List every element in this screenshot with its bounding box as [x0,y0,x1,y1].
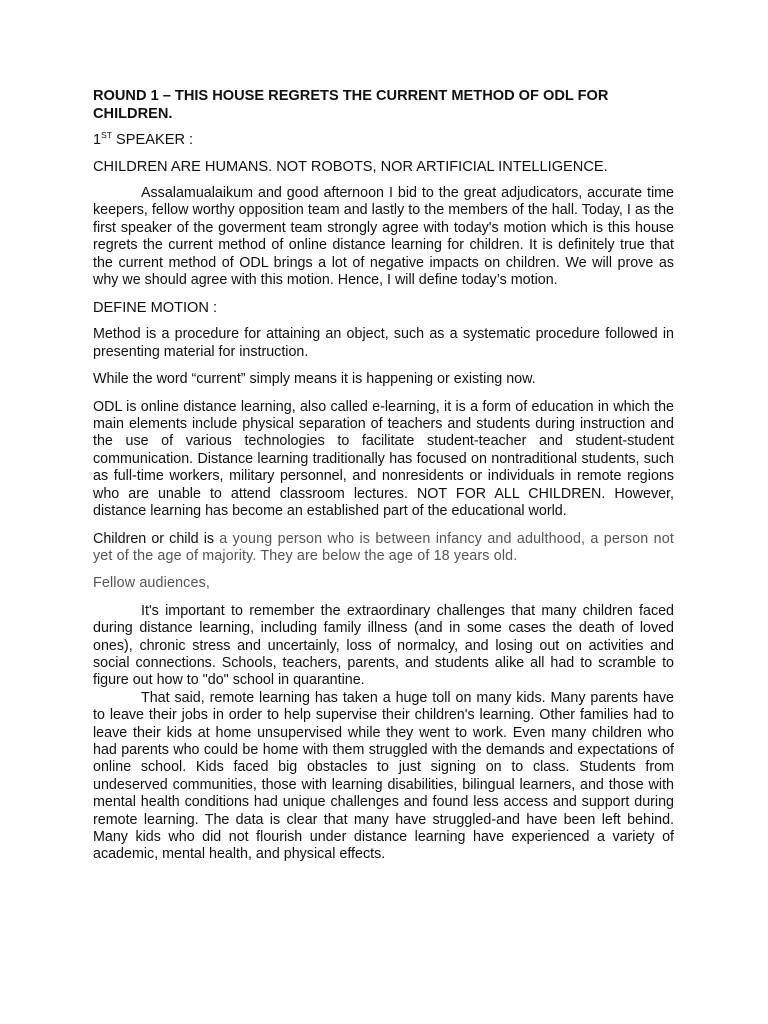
speech-theme: CHILDREN ARE HUMANS. NOT ROBOTS, NOR ARTIFICIAL INTELLIGENCE. [93,159,608,175]
speaker-heading [93,131,674,149]
define-motion-heading: DEFINE MOTION : [93,300,218,317]
speaker-label: SPEAKER : [112,132,194,148]
speaker-number: 1 [93,132,102,148]
challenges-paragraph: It's important to remember the extraordinary challenges that many children faced during distance learning, including family illness (and in some cases the death of loved ones), chronic stress and uncertainly, loss of normalcy, and losing out on activities and social connections. Schools, teachers, parents, and students alike all had to scramble to figure out how to "do" school in quarantine. [93,602,674,689]
child-definition-lead: Children or child is [93,530,215,547]
current-definition: While the word “current” simply means it is happening or existing now. [93,371,536,388]
odl-definition: ODL is online distance learning, also called e-learning, it is a form of education in which the main elements include physical separation of teachers and students during instruction and the use of various technologies to facilitate student-teacher and student-student communication. Distance learning traditionally has focused on nontraditional students, such as full-time workers, military personnel, and nonresidents or individuals in remote regions who are unable to attend classroom lectures. NOT FOR ALL CHILDREN. However, distance learning has become an established part of the educational world. [93,398,674,520]
method-definition: Method is a procedure for attaining an object, such as a systematic procedure followed in presenting material for instruction. [93,326,674,360]
speaker-suffix: ST [101,130,112,140]
child-definition-text: a young person who is between infancy and adulthood, a person not yet of the age of majority. They are below the age of 18 years old. [93,530,674,564]
remote-learning-paragraph: That said, remote learning has taken a huge toll on many kids. Many parents have to leave their jobs in order to help supervise their children's learning. Other families had to leave their kids at home unsupervised while they went to work. Even many children who had parents who could be home with them struggled with the demands and expectations of online school. Kids faced big obstacles to just signing on to class. Students from undeserved communities, those with learning disabilities, bilingual learners, and those with mental health conditions had unique challenges and found less access and support during remote learning. The data is clear that many have struggled-and have been left behind. Many kids who did not flourish under distance learning have experienced a variety of academic, mental health, and physical effects. [93,689,674,863]
round-title: ROUND 1 – THIS HOUSE REGRETS THE CURRENT METHOD OF ODL FOR CHILDREN. [93,88,609,122]
document-body [93,87,674,864]
audience-salutation: Fellow audiences, [93,575,210,592]
intro-paragraph: Assalamualaikum and good afternoon I bid to the great adjudicators, accurate time keepers, fellow worthy opposition team and lastly to the members of the hall. Today, I as the first speaker of the goverment team strongly agree with today's motion which is this house regrets the current method of online distance learning for children. It is definitely true that the current method of ODL brings a lot of negative impacts on children. We will prove as why we should agree with this motion. Hence, I will define today’s motion. [93,185,674,289]
child-definition [93,531,674,566]
